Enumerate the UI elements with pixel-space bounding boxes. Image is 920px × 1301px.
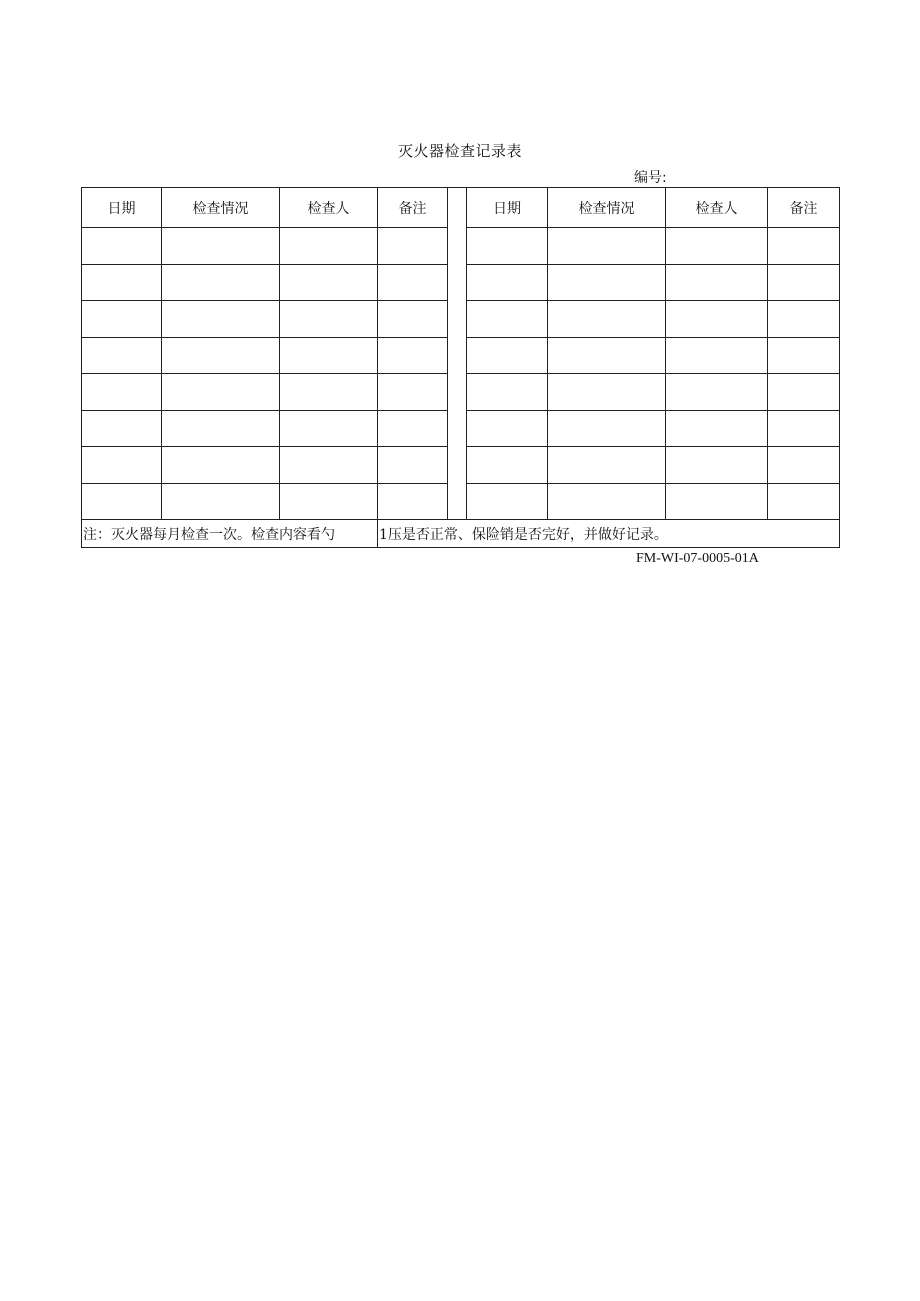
cell-remarks-left[interactable] [378, 374, 448, 411]
form-code: FM-WI-07-0005-01A [636, 551, 759, 566]
header-condition-left: 检查情况 [162, 188, 280, 228]
cell-condition-right[interactable] [548, 410, 666, 447]
cell-inspector-left[interactable] [280, 301, 378, 338]
cell-inspector-right[interactable] [666, 410, 768, 447]
cell-inspector-left[interactable] [280, 264, 378, 301]
cell-inspector-right[interactable] [666, 264, 768, 301]
cell-inspector-left[interactable] [280, 337, 378, 374]
cell-remarks-right[interactable] [768, 410, 840, 447]
cell-date-left[interactable] [82, 337, 162, 374]
header-inspector-left: 检查人 [280, 188, 378, 228]
cell-date-right[interactable] [467, 374, 548, 411]
cell-condition-right[interactable] [548, 301, 666, 338]
cell-condition-left[interactable] [162, 228, 280, 265]
cell-inspector-left[interactable] [280, 410, 378, 447]
cell-inspector-right[interactable] [666, 374, 768, 411]
cell-date-left[interactable] [82, 374, 162, 411]
cell-condition-left[interactable] [162, 301, 280, 338]
header-inspector-right: 检查人 [666, 188, 768, 228]
table-divider-column [448, 188, 467, 520]
cell-condition-right[interactable] [548, 228, 666, 265]
cell-date-left[interactable] [82, 301, 162, 338]
cell-remarks-right[interactable] [768, 447, 840, 484]
cell-remarks-left[interactable] [378, 301, 448, 338]
cell-condition-right[interactable] [548, 264, 666, 301]
cell-condition-left[interactable] [162, 264, 280, 301]
cell-date-left[interactable] [82, 228, 162, 265]
cell-inspector-right[interactable] [666, 483, 768, 520]
cell-date-right[interactable] [467, 410, 548, 447]
cell-condition-left[interactable] [162, 410, 280, 447]
note-text-left: 注：灭火器每月检查一次。检查内容看勺 [82, 520, 378, 548]
cell-date-right[interactable] [467, 447, 548, 484]
table-note-row [82, 520, 840, 548]
cell-remarks-left[interactable] [378, 264, 448, 301]
cell-remarks-left[interactable] [378, 410, 448, 447]
header-date-right: 日期 [467, 188, 548, 228]
cell-date-right[interactable] [467, 337, 548, 374]
cell-date-right[interactable] [467, 301, 548, 338]
cell-remarks-right[interactable] [768, 264, 840, 301]
document-number [634, 168, 707, 188]
cell-date-left[interactable] [82, 483, 162, 520]
table-header-row [82, 188, 840, 228]
cell-inspector-right[interactable] [666, 228, 768, 265]
cell-condition-right[interactable] [548, 337, 666, 374]
document-title: 灭火器检查记录表 [397, 142, 522, 160]
cell-date-right[interactable] [467, 483, 548, 520]
cell-inspector-left[interactable] [280, 228, 378, 265]
cell-condition-right[interactable] [548, 483, 666, 520]
cell-remarks-right[interactable] [768, 374, 840, 411]
cell-inspector-left[interactable] [280, 447, 378, 484]
cell-remarks-left[interactable] [378, 337, 448, 374]
cell-date-right[interactable] [467, 264, 548, 301]
cell-inspector-left[interactable] [280, 483, 378, 520]
cell-date-right[interactable] [467, 228, 548, 265]
header-condition-right: 检查情况 [548, 188, 666, 228]
cell-inspector-right[interactable] [666, 447, 768, 484]
cell-remarks-left[interactable] [378, 483, 448, 520]
cell-inspector-left[interactable] [280, 374, 378, 411]
cell-condition-right[interactable] [548, 447, 666, 484]
cell-date-left[interactable] [82, 410, 162, 447]
header-remarks-left: 备注 [378, 188, 448, 228]
cell-inspector-right[interactable] [666, 337, 768, 374]
header-date-left: 日期 [82, 188, 162, 228]
cell-remarks-right[interactable] [768, 301, 840, 338]
cell-condition-left[interactable] [162, 447, 280, 484]
cell-remarks-left[interactable] [378, 447, 448, 484]
cell-condition-left[interactable] [162, 374, 280, 411]
cell-condition-right[interactable] [548, 374, 666, 411]
cell-date-left[interactable] [82, 264, 162, 301]
cell-condition-left[interactable] [162, 337, 280, 374]
cell-remarks-right[interactable] [768, 228, 840, 265]
document-number-label: 编号: [634, 170, 667, 186]
cell-condition-left[interactable] [162, 483, 280, 520]
cell-remarks-right[interactable] [768, 337, 840, 374]
cell-remarks-right[interactable] [768, 483, 840, 520]
cell-inspector-right[interactable] [666, 301, 768, 338]
inspection-record-table [81, 187, 840, 548]
cell-remarks-left[interactable] [378, 228, 448, 265]
header-remarks-right: 备注 [768, 188, 840, 228]
cell-date-left[interactable] [82, 447, 162, 484]
note-text-right: 1压是否正常、保险销是否完好，并做好记录。 [378, 520, 840, 548]
